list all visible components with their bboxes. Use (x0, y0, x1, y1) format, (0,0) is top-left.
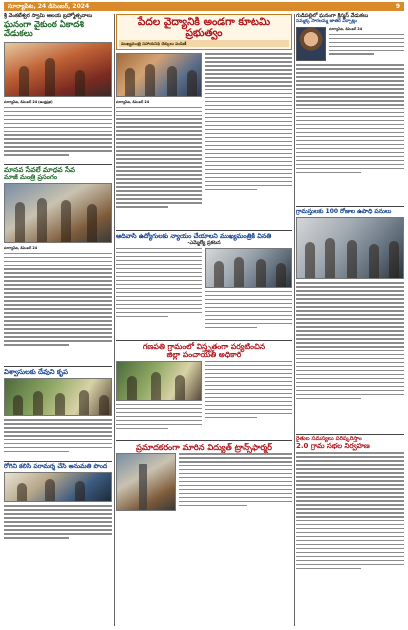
column-divider-right (294, 14, 295, 626)
cheque-distribution-photo (116, 53, 202, 97)
mid-story4-body (179, 453, 292, 521)
right-story2-headline: గ్రామస్తులకు 100 రోజుల ఉపాధి పనులు (296, 208, 392, 216)
mid-story3-sub: జిల్లా పంచాయతీ అధికారి (166, 349, 242, 359)
mid-story3-body-a (116, 404, 202, 438)
mid-story4-headline: ప్రమాదకరంగా మారిన విద్యుత్ ట్రాన్స్‌ఫార్మర్ (136, 441, 272, 452)
left-story4-headline: రోగిని కలిసి పరామర్శ చేసి అనుమతి పొంద (4, 462, 108, 470)
column-divider-left (114, 14, 115, 626)
right-dateline: సూర్యాపేట, డిసెంబర్ 24 (329, 27, 362, 32)
transformer-photo (116, 453, 176, 511)
left-story2-headline: మానవ సేవలే మాధవ సేవ (4, 166, 75, 175)
mid-story2-sub: -ఎమ్మెల్యే ప్రకటన (187, 239, 221, 246)
right-story-intro (329, 27, 404, 61)
right-column (296, 14, 404, 602)
mid-story3-body-b (205, 361, 292, 438)
left-story2-sub: మాజీ మంత్రి ప్రసంగం (4, 173, 58, 182)
page-header-strip (4, 2, 404, 11)
village-visit-photo (116, 361, 202, 401)
left-headline: ఘనంగా వైకుంఠ ఏకాదశి వేడుకలు (4, 20, 84, 40)
left-story-body (4, 100, 112, 162)
left-story4-body (4, 505, 112, 545)
left-story2-body (4, 246, 112, 364)
right-story3-body (296, 452, 404, 602)
left-story3-headline: విశ్వాసులకు దేవుని కృప (4, 368, 68, 377)
header-date: సూర్యాపేట, 24 డిసెంబర్, 2024 (8, 3, 90, 10)
lead-dateline: సూర్యాపేట, డిసెంబర్ 24 (116, 100, 149, 105)
left-story3-body (4, 419, 112, 459)
memorandum-photo (205, 248, 292, 288)
mid-story3-headline: గణపతి గ్రామంలో విస్తృతంగా పర్యటించిన (142, 341, 266, 351)
minister-photo (4, 183, 112, 243)
right-story3-headline: రైతుల సమస్యలు పరిష్కరిస్తాం (296, 436, 362, 443)
middle-column (116, 14, 292, 521)
mid-story2-headline: ఆదివాసి ఉద్యోగులకు న్యాయం చేయాలని ముఖ్యమంత్రికి వినతి (116, 232, 272, 241)
workers-photo (296, 217, 404, 279)
right-story-body (296, 64, 404, 204)
right-story2-body (296, 282, 404, 432)
left-byline: సూర్యాపేట, డిసెంబర్ 24 (ఆంధ్రప్రభ) (4, 100, 53, 105)
right-story3-sub: 2.0 గ్రామ సభల నిర్వహణ (296, 442, 370, 451)
mid-story2-body-a (116, 248, 202, 338)
hospital-photo (4, 472, 112, 502)
right-headline: సమ్మక్క సారలమ్మ జాతర ఏర్పాట్లు (296, 19, 358, 25)
lead-subheadline: ముఖ్యమంత్రి సహాయనిధి చెక్కులు పంపిణీ (119, 40, 289, 47)
left-column (4, 14, 112, 545)
portrait-photo (296, 27, 326, 61)
left-kicker: శ్రీ వెంకటేశ్వర స్వామి ఆలయ బ్రహ్మోత్సవాలు (4, 13, 93, 19)
lead-headline: పేదల వైద్యానికి అండగా కూటమి ప్రభుత్వం (137, 16, 271, 40)
page-number: 9 (395, 3, 400, 10)
church-photo (4, 378, 112, 416)
lead-banner (116, 14, 292, 50)
lead-story-body-a (116, 100, 202, 228)
temple-photo (4, 42, 112, 97)
right-kicker: గుడిపల్లిలో ఘనంగా క్రిస్మస్ వేడుకలు (296, 13, 369, 19)
lead-story-body-b (205, 53, 292, 228)
mid-story2-body-b (205, 291, 292, 338)
left-story2-dateline: సూర్యాపేట, డిసెంబర్ 24 (4, 246, 37, 251)
